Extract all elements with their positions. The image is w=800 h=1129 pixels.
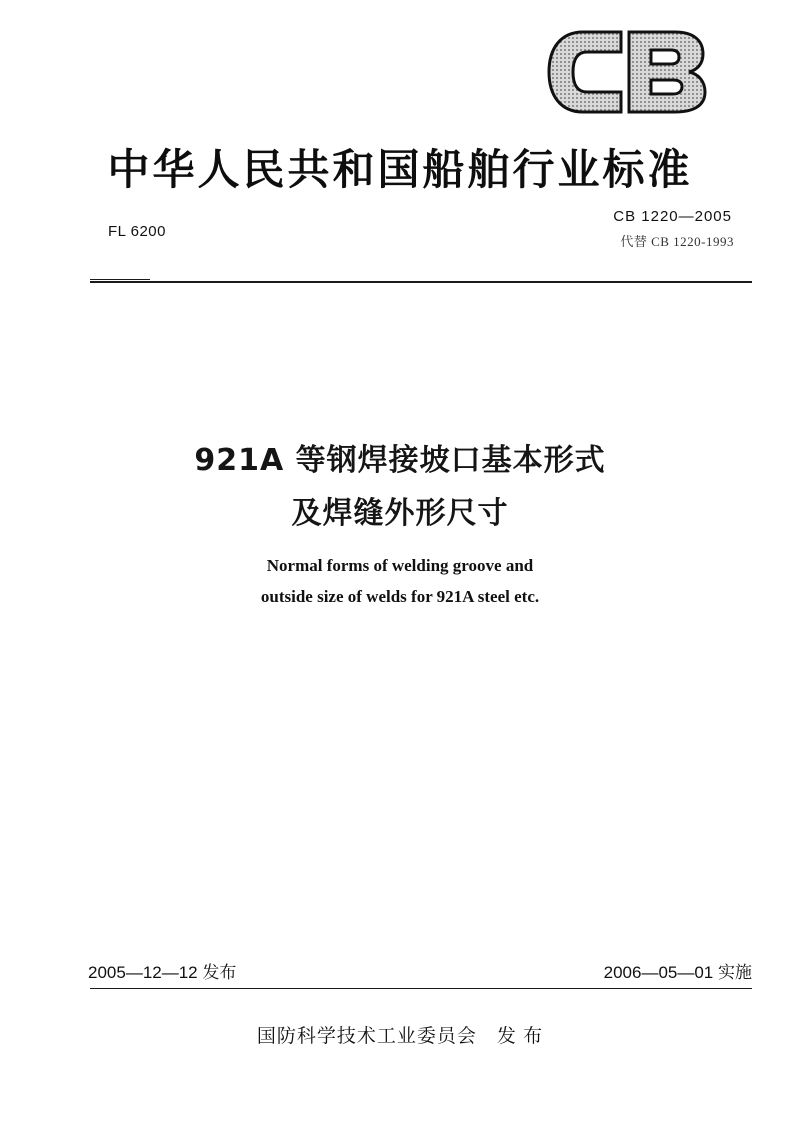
- document-title-en-line2: outside size of welds for 921A steel etc.: [260, 587, 540, 606]
- issue-date: 2005—12—12 发布: [88, 963, 237, 982]
- footer-divider: [90, 988, 752, 989]
- header-divider-accent: [90, 279, 150, 280]
- standard-number: CB 1220—2005: [613, 208, 732, 225]
- implementation-date: 2006—05—01 实施: [603, 963, 752, 982]
- issuing-authority: 国防科学技术工业委员会 发 布: [256, 1026, 544, 1047]
- document-title-en-line1: Normal forms of welding groove and: [266, 556, 534, 575]
- replaces-standard: 代替 CB 1220-1993: [620, 234, 734, 249]
- document-title-cn-line1: 921A 等钢焊接坡口基本形式: [194, 443, 606, 478]
- classification-code: FL 6200: [108, 223, 166, 240]
- document-title-cn-line2: 及焊缝外形尺寸: [291, 496, 509, 531]
- cb-logo-icon: [543, 24, 708, 120]
- header-divider: [90, 281, 752, 283]
- standard-category-title: 中华人民共和国船舶行业标准: [107, 145, 693, 194]
